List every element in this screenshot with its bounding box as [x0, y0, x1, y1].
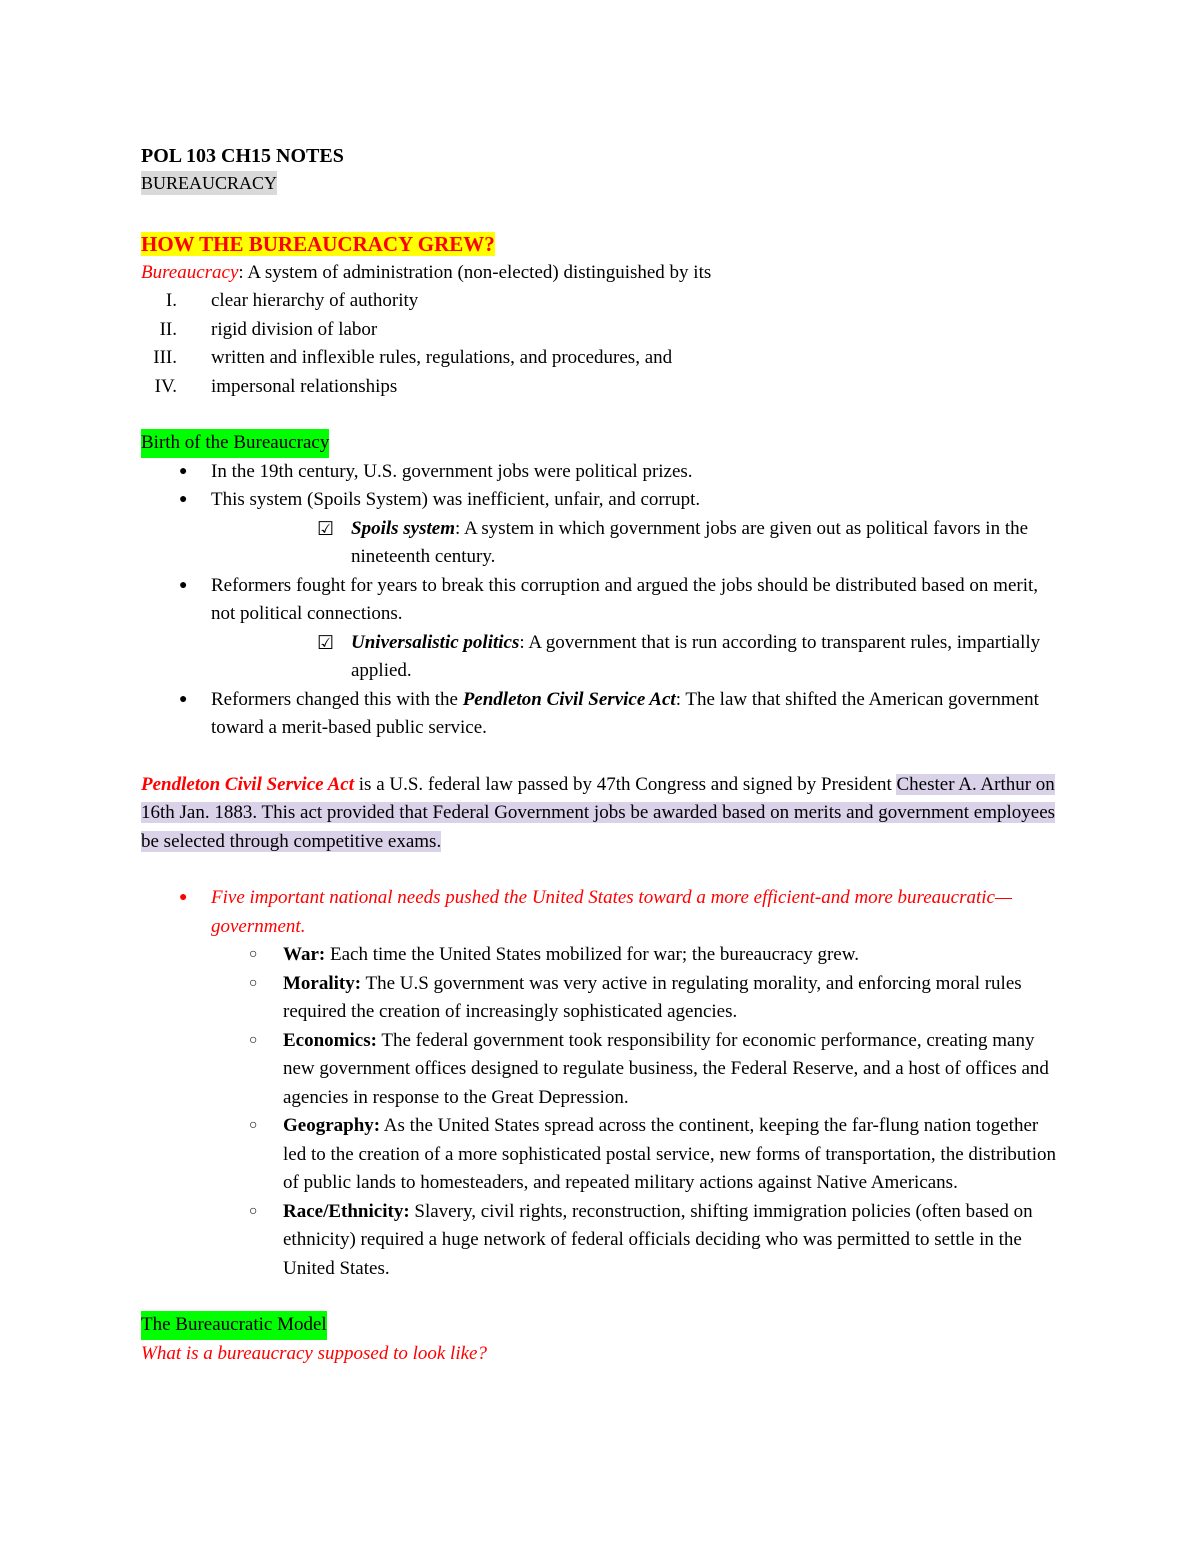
list-item: ● In the 19th century, U.S. government jobs were political prizes.	[141, 458, 1061, 487]
bullet-icon: ●	[179, 691, 188, 707]
birth-bullets	[141, 458, 1061, 743]
needs-sublist	[141, 941, 1061, 1283]
list-item: ● This system (Spoils System) was inefficient, unfair, and corrupt. ☑ Spoils system: A system in which government jobs are given out as political favors in the nineteenth century.	[141, 486, 1061, 572]
doc-title: POL 103 CH15 NOTES	[141, 145, 344, 167]
checked-subitem: ☑ Spoils system: A system in which government jobs are given out as political favors in the nineteenth century.	[317, 517, 1029, 567]
roman-list	[141, 287, 1061, 401]
document-content	[141, 142, 1061, 1368]
pendleton-paragraph: Pendleton Civil Service Act is a U.S. federal law passed by 47th Congress and signed by President Chester A. Arthur on 16th Jan. 1883. This act provided that Federal Government jobs be awarded based on merits and government employees be selected through competitive exams.	[141, 773, 1056, 852]
list-item: ○ Race/Ethnicity: Slavery, civil rights, reconstruction, shifting immigration policies (often based on ethnicity) required a huge network of federal officials deciding who was permitted to settle in the United States.	[141, 1198, 1061, 1284]
bureaucracy-definition	[141, 259, 1061, 288]
bullet-icon: ●	[179, 463, 188, 479]
list-item: ● Reformers fought for years to break this corruption and argued the jobs should be distributed based on merit, not political connections. ☑ Universalistic politics: A government that is run according to transparent rules, impartially applied.	[141, 572, 1061, 686]
doc-subtitle: BUREAUCRACY	[141, 173, 278, 193]
circle-bullet-icon: ○	[249, 1118, 258, 1133]
list-item: III. written and inflexible rules, regulations, and procedures, and	[153, 347, 673, 368]
list-item: I. clear hierarchy of authority	[165, 290, 419, 311]
circle-bullet-icon: ○	[249, 975, 258, 991]
checkbox-icon: ☑	[317, 518, 335, 540]
section-birth	[141, 429, 1061, 743]
definition-text: : A system of administration (non-elected) distinguished by its	[238, 261, 712, 283]
bullet-icon: ●	[179, 577, 188, 593]
checked-subitem: ☑ Universalistic politics: A government that is run according to transparent rules, impartially applied.	[317, 631, 1041, 681]
list-item: ● Five important national needs pushed the United States toward a more efficient-and more bureaucratic—government.	[141, 884, 1061, 941]
checkbox-icon: ☑	[317, 632, 335, 654]
needs-list	[141, 884, 1061, 941]
circle-bullet-icon: ○	[249, 947, 258, 962]
circle-bullet-icon: ○	[249, 1032, 258, 1048]
section-needs	[141, 884, 1061, 1283]
pendleton-term: Pendleton Civil Service Act	[141, 773, 355, 795]
model-question: What is a bureaucracy supposed to look like?	[141, 1342, 487, 1364]
definition-term: Bureaucracy	[141, 261, 239, 283]
list-item: II. rigid division of labor	[159, 318, 378, 340]
section-heading-growth: HOW THE BUREAUCRACY GREW?	[141, 231, 495, 256]
list-item: ● Reformers changed this with the Pendleton Civil Service Act: The law that shifted the American government toward a merit-based public service.	[141, 686, 1061, 743]
circle-bullet-icon: ○	[249, 1203, 258, 1219]
bullet-icon: ●	[179, 890, 188, 905]
list-item: ○ Morality: The U.S government was very active in regulating morality, and enforcing moral rules required the creation of increasingly sophisticated agencies.	[141, 970, 1061, 1027]
section-heading-birth: Birth of the Bureaucracy	[141, 429, 329, 458]
section-heading-model: The Bureaucratic Model	[141, 1311, 327, 1340]
bullet-icon: ●	[179, 492, 188, 507]
highlighted-text: Chester A. Arthur on 16th Jan. 1883. This act provided that Federal Government jobs be awarded based on merits and government employees be selected through competitive exams.	[141, 773, 1056, 852]
list-item: IV. impersonal relationships	[154, 375, 398, 397]
section-model	[141, 1311, 1061, 1368]
list-item: ○ Geography: As the United States spread across the continent, keeping the far-flung nation together led to the creation of a more sophisticated postal service, new forms of transportation, the distribution of public lands to homesteaders, and repeated military actions against Native Americans.	[141, 1112, 1061, 1198]
list-item: ○ Economics: The federal government took responsibility for economic performance, creating many new government offices designed to regulate business, the Federal Reserve, and a host of offices and agencies in response to the Great Depression.	[141, 1027, 1061, 1113]
list-item: ○ War: Each time the United States mobilized for war; the bureaucracy grew.	[141, 941, 1061, 970]
